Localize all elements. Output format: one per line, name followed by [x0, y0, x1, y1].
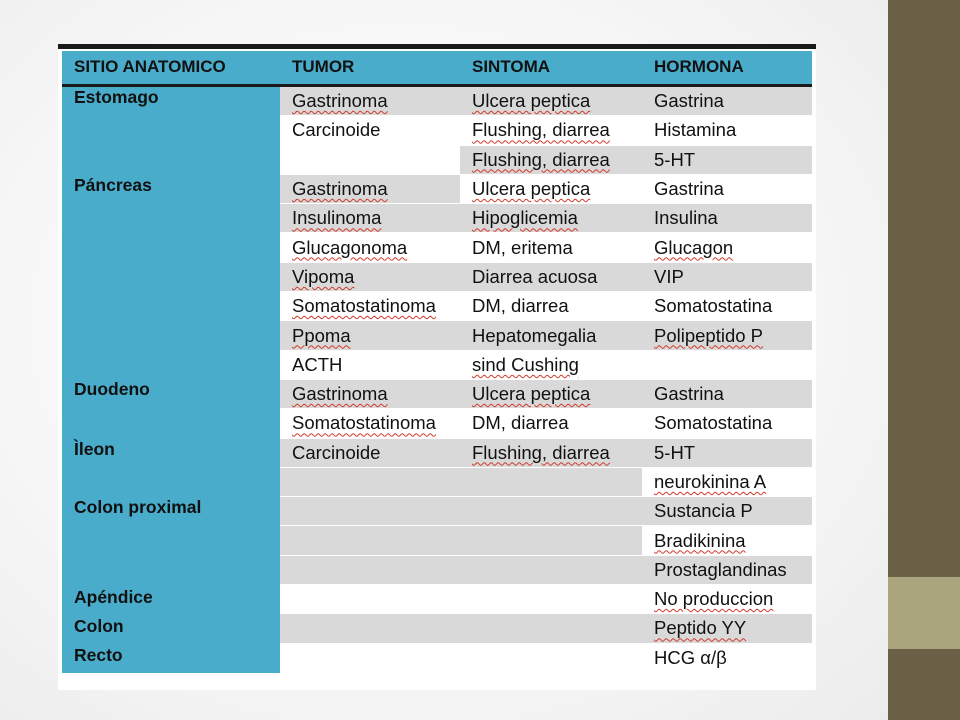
tumor-cell: ACTH — [280, 351, 460, 380]
header-sintoma: SINTOMA — [460, 51, 642, 87]
hormone-cell — [642, 351, 812, 380]
header-tumor: TUMOR — [280, 51, 460, 87]
tumor-cell — [280, 146, 460, 175]
tumor-cell: Vipoma — [280, 263, 460, 292]
symptom-cell — [460, 497, 642, 526]
symptom-cell: Flushing, diarrea — [460, 146, 642, 175]
symptom-cell: sind Cushing — [460, 351, 642, 380]
hormone-cell: Somatostatina — [642, 292, 812, 321]
symptom-cell: Diarrea acuosa — [460, 263, 642, 292]
hormone-cell: Sustancia P — [642, 497, 812, 526]
tumor-cell — [280, 468, 460, 497]
symptom-cell: Flushing, diarrea — [460, 439, 642, 468]
symptom-cell: Ulcera peptica — [460, 380, 642, 409]
hormone-cell: Gastrina — [642, 87, 812, 116]
tumor-cell — [280, 526, 460, 555]
hormone-cell: Somatostatina — [642, 409, 812, 438]
tumor-cell: Gastrinoma — [280, 87, 460, 116]
site-label: Páncreas — [74, 175, 152, 195]
site-label: Ìleon — [74, 439, 115, 459]
hormone-cell: HCG α/β — [642, 644, 812, 673]
tumor-cell: Gastrinoma — [280, 175, 460, 204]
tumor-cell — [280, 644, 460, 673]
tumor-cell — [280, 556, 460, 585]
hormone-cell: Peptido YY — [642, 614, 812, 643]
tumor-cell: Insulinoma — [280, 204, 460, 233]
symptom-cell — [460, 468, 642, 497]
tumor-cell: Carcinoide — [280, 116, 460, 145]
hormone-cell: Gastrina — [642, 175, 812, 204]
site-column — [62, 87, 280, 673]
tumor-cell: Somatostatinoma — [280, 409, 460, 438]
symptom-cell: Ulcera peptica — [460, 175, 642, 204]
symptom-cell — [460, 526, 642, 555]
header-sitio: SITIO ANATOMICO — [62, 51, 280, 87]
site-label: Duodeno — [74, 379, 150, 399]
symptom-cell: Hipoglicemia — [460, 204, 642, 233]
symptom-cell — [460, 556, 642, 585]
hormone-cell: Histamina — [642, 116, 812, 145]
symptom-cell: DM, eritema — [460, 233, 642, 262]
hormone-cell: Bradikinina — [642, 526, 812, 555]
site-label: Estomago — [74, 87, 159, 107]
site-label: Colon — [74, 616, 124, 636]
hormone-cell: neurokinina A — [642, 468, 812, 497]
symptom-cell — [460, 585, 642, 614]
tumor-cell: Gastrinoma — [280, 380, 460, 409]
symptom-cell: DM, diarrea — [460, 292, 642, 321]
site-label: Apéndice — [74, 587, 153, 607]
hormone-cell: VIP — [642, 263, 812, 292]
tumor-cell: Carcinoide — [280, 439, 460, 468]
hormone-cell: No produccion — [642, 585, 812, 614]
hormone-cell: 5-HT — [642, 439, 812, 468]
tumor-cell — [280, 614, 460, 643]
hormone-cell: Polipeptido P — [642, 321, 812, 350]
side-accent-square — [888, 577, 960, 649]
symptom-cell: Ulcera peptica — [460, 87, 642, 116]
symptom-cell: Flushing, diarrea — [460, 116, 642, 145]
hormone-cell: Prostaglandinas — [642, 556, 812, 585]
table-grid — [62, 51, 812, 673]
site-label: Colon proximal — [74, 497, 202, 517]
header-hormona: HORMONA — [642, 51, 812, 87]
tumor-cell: Glucagonoma — [280, 233, 460, 262]
tumor-cell — [280, 585, 460, 614]
hormone-cell: Glucagon — [642, 233, 812, 262]
symptom-cell: Hepatomegalia — [460, 321, 642, 350]
symptom-cell — [460, 644, 642, 673]
hormone-cell: 5-HT — [642, 146, 812, 175]
hormone-cell: Insulina — [642, 204, 812, 233]
tumor-cell — [280, 497, 460, 526]
symptom-cell: DM, diarrea — [460, 409, 642, 438]
tumor-cell: Somatostatinoma — [280, 292, 460, 321]
hormone-cell: Gastrina — [642, 380, 812, 409]
site-label: Recto — [74, 645, 123, 665]
tumor-cell: Ppoma — [280, 321, 460, 350]
tumor-table — [58, 44, 816, 690]
symptom-cell — [460, 614, 642, 643]
